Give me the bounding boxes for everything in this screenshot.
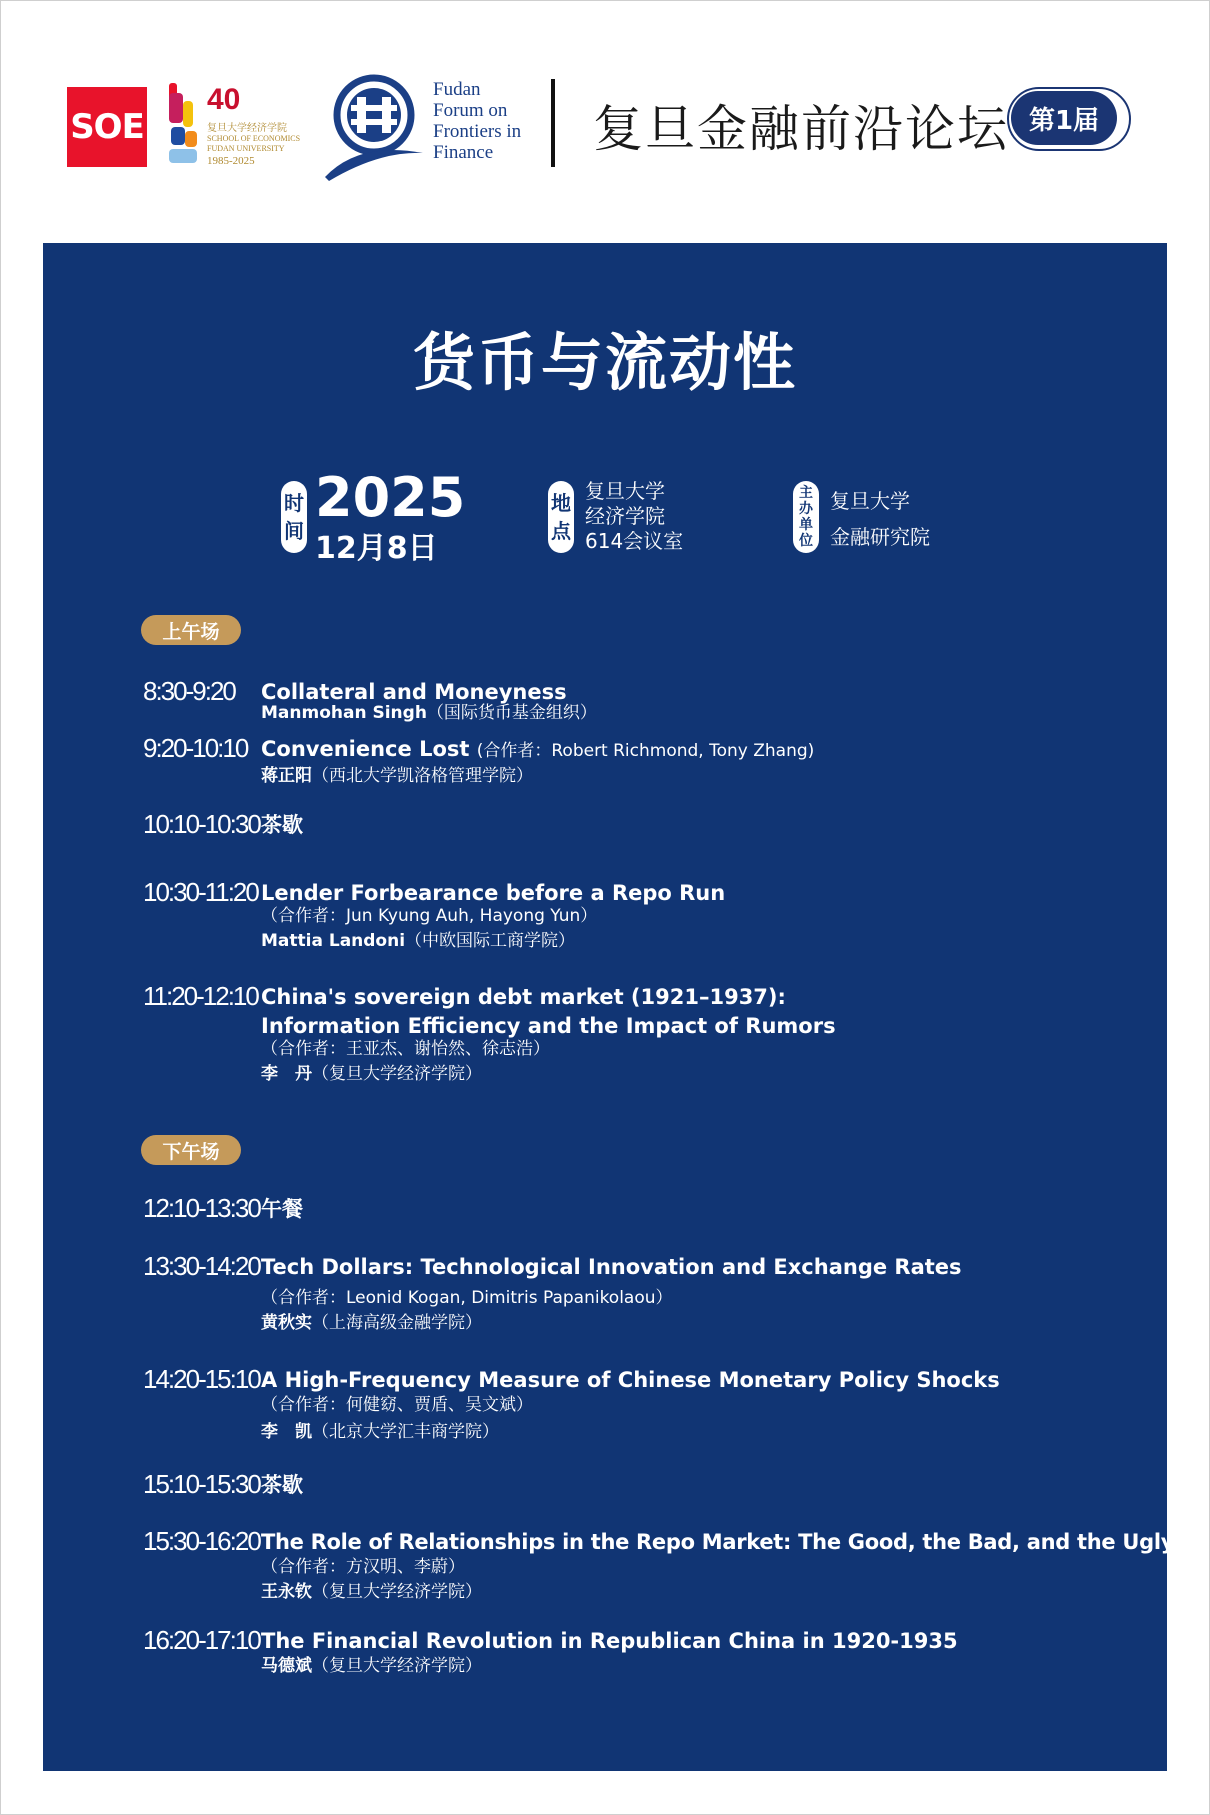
host-label: [793, 481, 819, 553]
speaker-affiliation: （复旦大学经济学院）: [312, 1656, 482, 1676]
speaker-name: 马德斌: [261, 1656, 312, 1676]
page-title: 货币与流动性: [412, 326, 797, 399]
speaker-affiliation: （复旦大学经济学院）: [312, 1582, 482, 1602]
speaker-affiliation: （西北大学凯洛格管理学院）: [312, 766, 533, 786]
header: [1, 1, 1210, 241]
speaker-affiliation: （国际货币基金组织）: [426, 703, 597, 723]
item-time: 11:20-12:10: [143, 981, 258, 1011]
host-label-char: 办: [799, 501, 813, 517]
talk-title-line2: Information Efficiency and the Impact of Rumors: [261, 1014, 836, 1038]
host-label-char: 位: [799, 533, 813, 549]
anniversary-number: 40: [207, 83, 241, 116]
host-organization: [830, 483, 930, 555]
coauthors: （合作者：Jun Kyung Auh, Hayong Yun）: [261, 906, 598, 926]
coauthors: （合作者：王亚杰、谢怡然、徐志浩）: [261, 1039, 550, 1059]
break-label: 茶歇: [261, 813, 303, 837]
time-label-char: 间: [284, 519, 304, 543]
speaker-affiliation: （中欧国际工商学院）: [405, 931, 576, 951]
venue: [585, 479, 683, 554]
venue-line: 经济学院: [585, 504, 665, 528]
item-time: 13:30-14:20: [143, 1251, 260, 1281]
forum-en-line: Finance: [433, 142, 494, 163]
speaker-affiliation: （北京大学汇丰商学院）: [312, 1422, 499, 1442]
forum-en-line: Fudan: [433, 79, 481, 100]
soe-logo: SOE: [67, 87, 147, 167]
host-line: 复旦大学: [830, 489, 910, 513]
talk-title: The Financial Revolution in Republican China in 1920-1935: [261, 1629, 958, 1653]
talk-title: A High-Frequency Measure of Chinese Monetary Policy Shocks: [261, 1368, 1000, 1392]
speaker-name: 黄秋实: [261, 1313, 312, 1333]
item-time: 15:10-15:30: [143, 1469, 260, 1499]
lunch-label: 午餐: [261, 1197, 303, 1221]
forum-emblem-icon: [319, 71, 429, 187]
break-label: 茶歇: [261, 1473, 303, 1497]
speaker-affiliation: （上海高级金融学院）: [312, 1313, 482, 1333]
forum-en-line: Frontiers in: [433, 121, 522, 142]
anniversary-university-en: FUDAN UNIVERSITY: [207, 144, 285, 153]
talk-title: Convenience Lost: [261, 737, 470, 761]
forum-english-name: [433, 79, 521, 163]
anniversary-years: 1985-2025: [207, 155, 255, 167]
speaker-name: 王永钦: [261, 1582, 312, 1602]
anniversary-school-en: SCHOOL OF ECONOMICS: [207, 134, 301, 143]
coauthors: （合作者：何健窈、贾盾、吴文斌）: [261, 1395, 533, 1415]
place-label-char: 地: [551, 491, 571, 515]
speaker-name: 蒋正阳: [261, 766, 312, 786]
talk-title: Collateral and Moneyness: [261, 680, 567, 704]
speaker-name: 李 丹: [261, 1064, 312, 1084]
anniversary-school-cn: 复旦大学经济学院: [207, 123, 287, 134]
item-time: 9:20-10:10: [143, 733, 248, 763]
item-time: 14:20-15:10: [143, 1364, 260, 1394]
place-label-char: 点: [551, 519, 571, 543]
talk-title: The Role of Relationships in the Repo Market: The Good, the Bad, and the Ugly: [261, 1530, 1175, 1554]
date-day: 12月8日: [315, 531, 438, 566]
host-label-char: 主: [799, 485, 813, 501]
program-panel: [43, 243, 1175, 1771]
host-label-char: 单: [799, 517, 813, 533]
host-line: 金融研究院: [830, 525, 930, 549]
anniversary-bars-icon: [167, 83, 207, 173]
time-label: [281, 481, 307, 553]
speaker-name: Manmohan Singh: [261, 703, 427, 723]
forum-chinese-name: 复旦金融前沿论坛: [593, 100, 1009, 158]
item-time: 8:30-9:20: [143, 676, 235, 706]
coauthors: （合作者：Leonid Kogan, Dimitris Papanikolaou）: [261, 1288, 673, 1308]
talk-title: Lender Forbearance before a Repo Run: [261, 881, 726, 905]
coauthors: （合作者：方汉明、李蔚）: [261, 1557, 465, 1577]
item-time: 15:30-16:20: [143, 1526, 260, 1556]
speaker-affiliation: （复旦大学经济学院）: [312, 1064, 482, 1084]
header-divider: [551, 79, 555, 167]
item-time: 10:10-10:30: [143, 809, 260, 839]
date-year: 2025: [315, 466, 466, 529]
place-label: [548, 481, 574, 553]
talk-title: Tech Dollars: Technological Innovation and Exchange Rates: [261, 1255, 962, 1279]
venue-line: 614会议室: [585, 529, 684, 553]
time-label-char: 时: [284, 491, 304, 515]
talk-title: China's sovereign debt market (1921–1937):: [261, 985, 786, 1009]
item-time: 12:10-13:30: [143, 1193, 260, 1223]
forum-en-line: Forum on: [433, 100, 508, 121]
anniversary-logo: [167, 83, 307, 173]
speaker-name: Mattia Landoni: [261, 931, 406, 951]
speaker-name: 李 凯: [261, 1422, 312, 1442]
item-time: 16:20-17:10: [143, 1625, 260, 1655]
item-time: 10:30-11:20: [143, 877, 258, 907]
edition-badge: 第1届: [1011, 91, 1117, 145]
morning-session-badge: 上午场: [141, 615, 241, 645]
afternoon-session-badge: 下午场: [141, 1135, 241, 1165]
coauthors: (合作者：Robert Richmond, Tony Zhang): [476, 741, 815, 761]
venue-line: 复旦大学: [585, 479, 665, 503]
